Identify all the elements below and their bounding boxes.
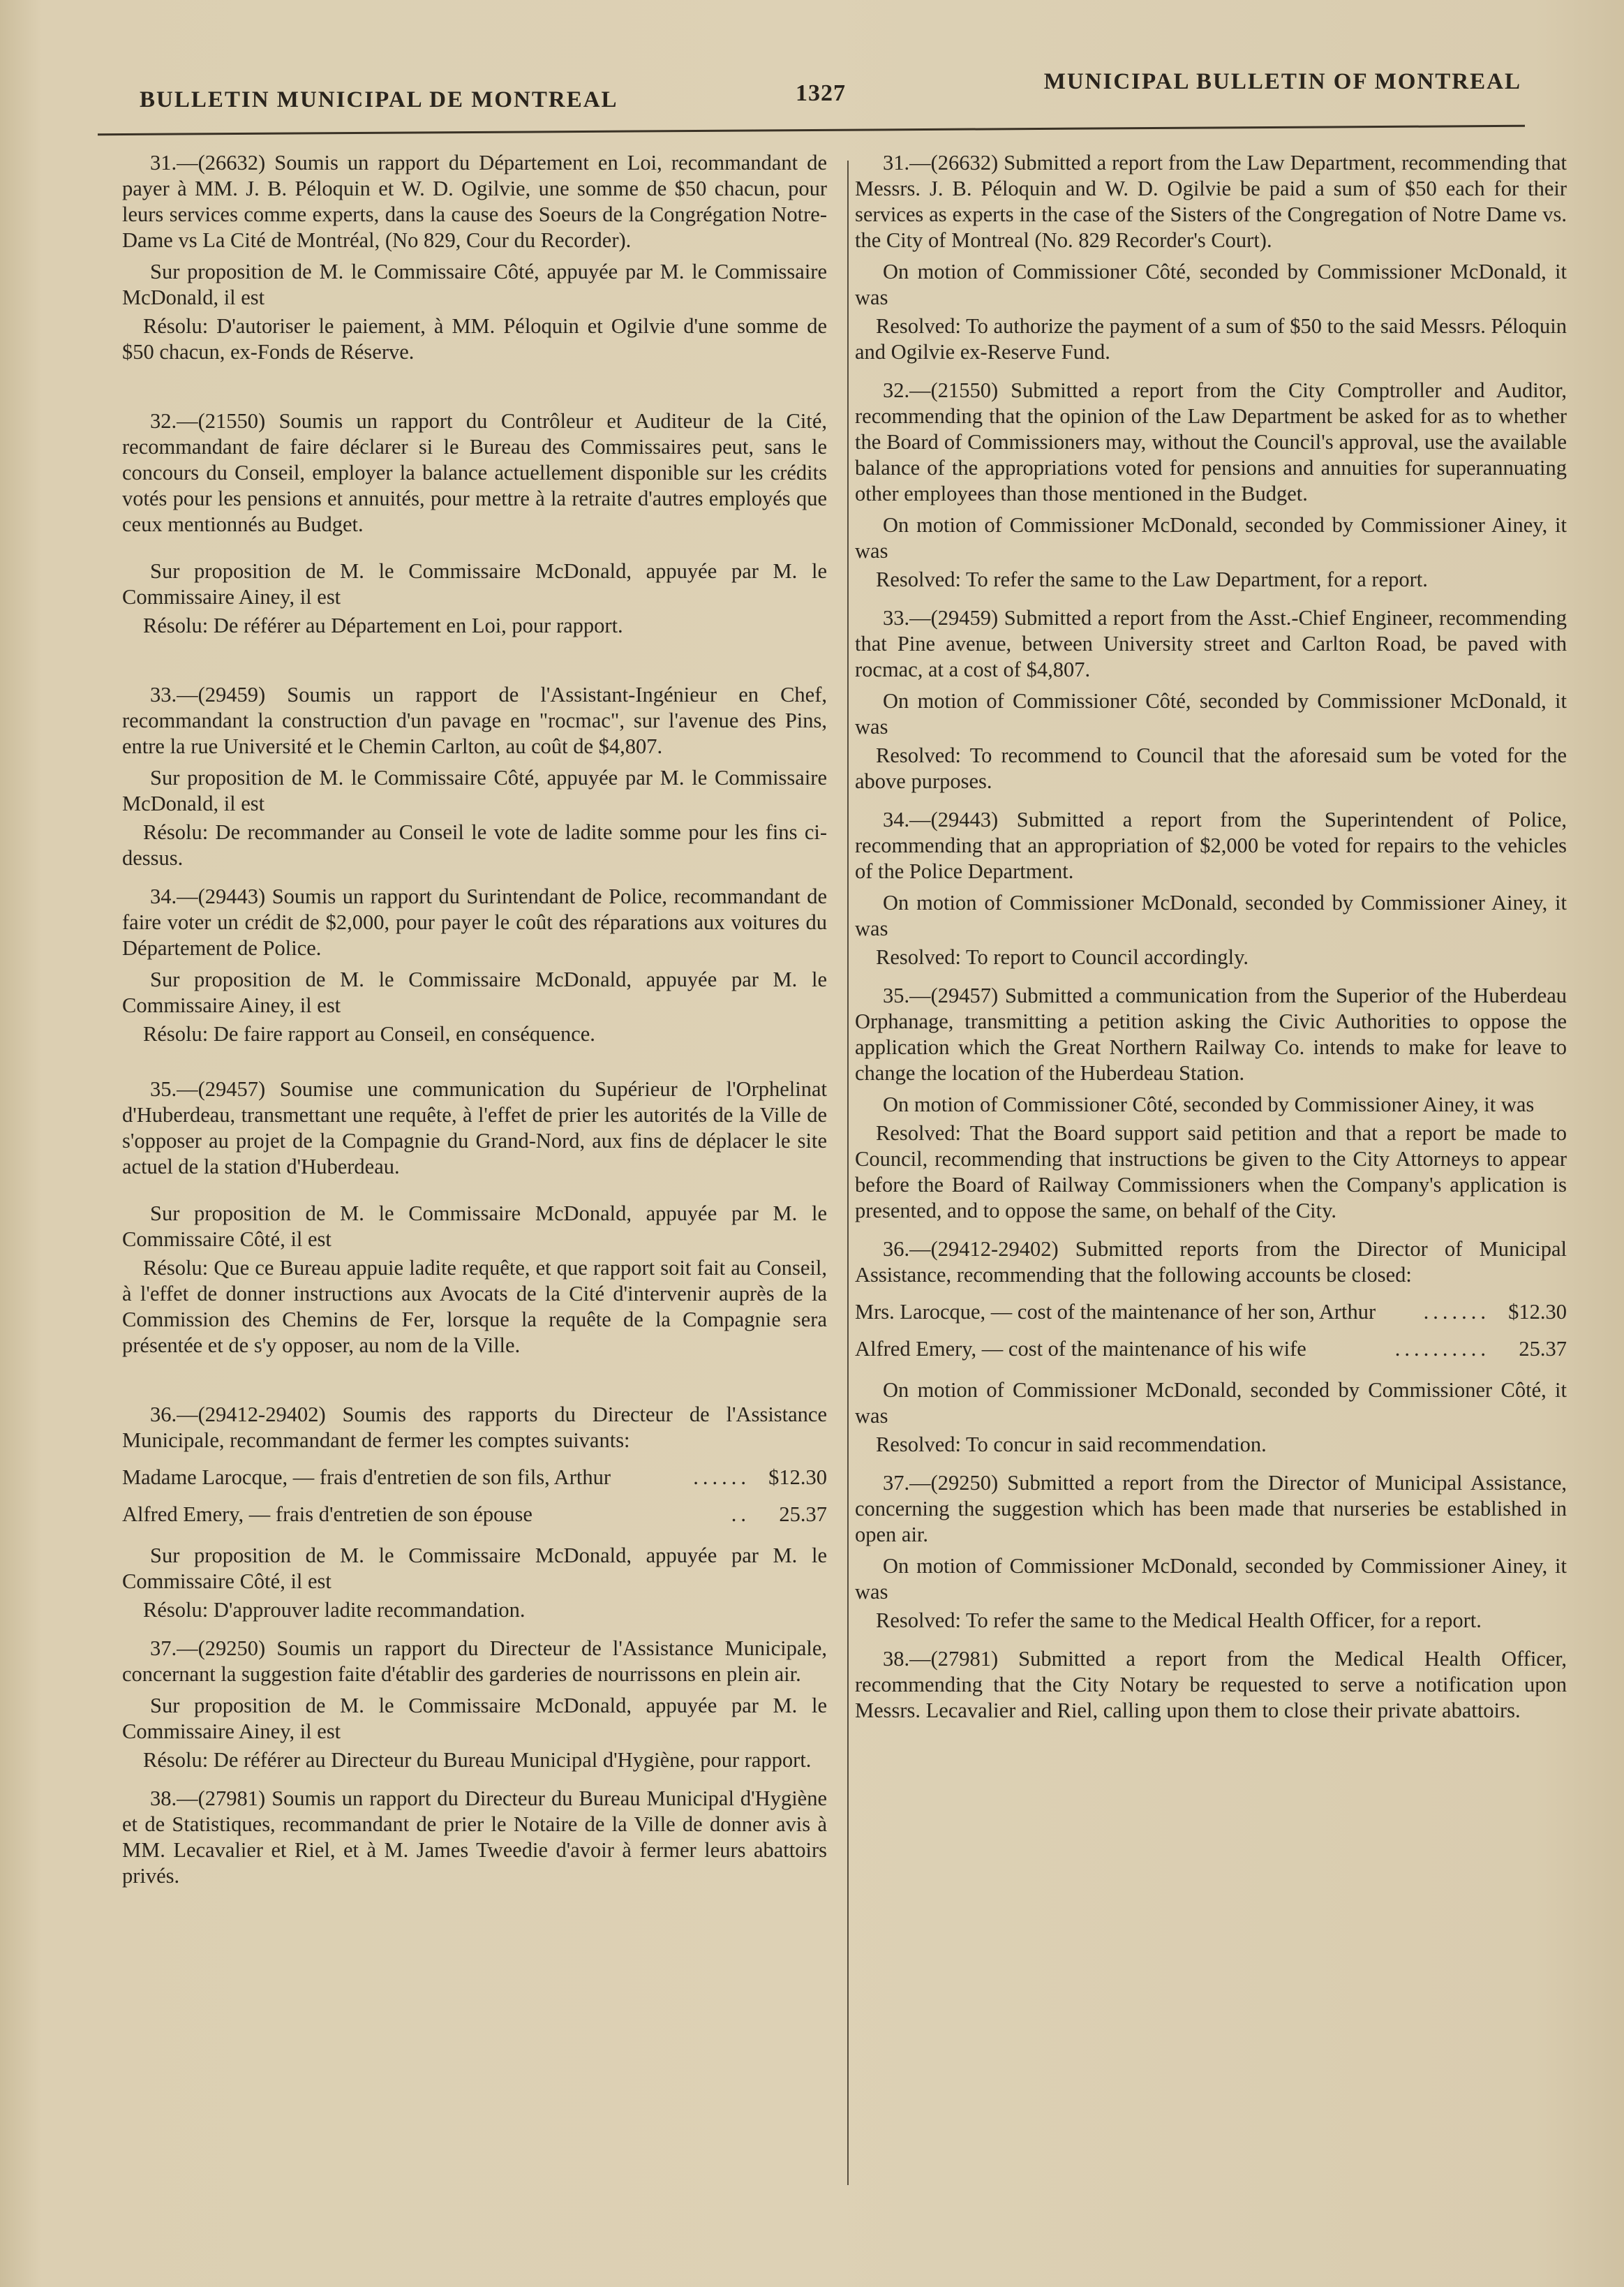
- en-entry-38: [855, 1646, 1567, 1724]
- en-entry-body: 34.—(29443) Submitted a report from the Superintendent of Police, recommending that an appropriation of $2,000 be voted for repairs to the vehicles of the Police Department.: [855, 808, 1567, 883]
- fr-entry-motion: Sur proposition de M. le Commissaire Côté, appuyée par M. le Commissaire McDonald, il est: [122, 766, 827, 815]
- fr-entry-34: [122, 884, 827, 1047]
- en-entry-motion: On motion of Commissioner McDonald, seconded by Commissioner Côté, it was: [855, 1378, 1567, 1428]
- en-entry-body: 37.—(29250) Submitted a report from the Director of Municipal Assistance, concerning the suggestion which has been made that nurseries be established in open air.: [855, 1471, 1567, 1546]
- fr-entry-35: [122, 1076, 827, 1359]
- fr-entry-resolved: Résolu: De faire rapport au Conseil, en conséquence.: [143, 1022, 595, 1046]
- column-divider: [847, 161, 849, 2185]
- fr-entry-32: [122, 408, 827, 639]
- fr-entry-body: 37.—(29250) Soumis un rapport du Directeur de l'Assistance Municipale, concernant la suggestion faite d'établir des garderies de nourrissons en plein air.: [122, 1636, 827, 1686]
- fr-entry-resolved: Résolu: De référer au Département en Loi, pour rapport.: [143, 614, 623, 637]
- fr-entry-body: 35.—(29457) Soumise une communication du Supérieur de l'Orphelinat d'Huberdeau, transmettant une requête, à l'effet de prier les autorités de la Ville de s'opposer au projet de la Compagnie du Grand-Nord, aux fins de déplacer le site actuel de la station d'Huberdeau.: [122, 1077, 827, 1178]
- en-entry-body: 33.—(29459) Submitted a report from the Asst.-Chief Engineer, recommending that Pine avenue, between University street and Carlton Road, be paved with rocmac, at a cost of $4,807.: [855, 606, 1567, 681]
- fr-entry-38: [122, 1786, 827, 1889]
- fr-entry-33: [122, 682, 827, 871]
- header-rule: [98, 125, 1525, 135]
- fr-entry-36: [122, 1402, 827, 1623]
- fr-entry-resolved: Résolu: Que ce Bureau appuie ladite requête, et que rapport soit fait au Conseil, à l'effet de donner instructions aux Avocats de la Cité d'intervenir auprès de la Commission des Chemins de Fer, lorsque la requête de la Compagnie sera présentée et de s'y opposer, au nom de la Ville.: [122, 1256, 827, 1357]
- fr-account-amount: 25.37: [779, 1502, 827, 1526]
- fr-entry-motion: Sur proposition de M. le Commissaire McDonald, appuyée par M. le Commissaire Ainey, il est: [122, 559, 827, 609]
- fr-account-row: [122, 1465, 827, 1490]
- en-entry-resolved: Resolved: To report to Council accordingly.: [876, 945, 1249, 969]
- fr-entry-body: 33.—(29459) Soumis un rapport de l'Assistant-Ingénieur en Chef, recommandant la construction d'un pavage en "rocmac", sur l'avenue des Pins, entre la rue Université et le Chemin Carlton, au coût de $4,807.: [122, 683, 827, 758]
- en-entry-resolved: Resolved: To refer the same to the Law Department, for a report.: [876, 568, 1428, 591]
- page-number: 1327: [796, 80, 846, 106]
- fr-entry-motion: Sur proposition de M. le Commissaire McDonald, appuyée par M. le Commissaire Ainey, il est: [122, 1694, 827, 1743]
- en-entry-33: [855, 605, 1567, 794]
- en-entry-35: [855, 983, 1567, 1224]
- en-entry-motion: On motion of Commissioner McDonald, seconded by Commissioner Ainey, it was: [855, 891, 1567, 940]
- en-entry-32: [855, 378, 1567, 593]
- fr-entry-31: [122, 150, 827, 365]
- header-title-english: MUNICIPAL BULLETIN OF MONTREAL: [1043, 69, 1521, 94]
- fr-entry-motion: Sur proposition de M. le Commissaire Côté, appuyée par M. le Commissaire McDonald, il est: [122, 260, 827, 309]
- en-entry-body: 32.—(21550) Submitted a report from the City Comptroller and Auditor, recommending that the opinion of the Law Department be asked for as to whether the Board of Commissioners may, without the Council's approval, use the available balance of the appropriations voted for pensions and annuities for superannuating other employees than those mentioned in the Budget.: [855, 378, 1567, 505]
- leader-dots: ..........: [1394, 1337, 1490, 1361]
- fr-entry-resolved: Résolu: D'approuver ladite recommandation.: [143, 1598, 526, 1622]
- fr-entry-body: 38.—(27981) Soumis un rapport du Directeur du Bureau Municipal d'Hygiène et de Statistiques, recommandant de prier le Notaire de la Ville de donner avis à MM. Lecavalier et Riel, et à M. James Tweedie d'avoir à fermer leurs abattoirs privés.: [122, 1786, 827, 1888]
- fr-account-amount: $12.30: [768, 1465, 827, 1489]
- fr-entry-motion: Sur proposition de M. le Commissaire McDonald, appuyée par M. le Commissaire Côté, il est: [122, 1201, 827, 1251]
- leader-dots: .......: [1423, 1300, 1490, 1324]
- en-entry-body: 35.—(29457) Submitted a communication from the Superior of the Huberdeau Orphanage, transmitting a petition asking the Civic Authorities to oppose the application which the Great Northern Railway Co. intends to make for leave to change the location of the Huberdeau Station.: [855, 984, 1567, 1085]
- english-column: [855, 150, 1567, 1736]
- en-entry-37: [855, 1470, 1567, 1634]
- en-entry-motion: On motion of Commissioner McDonald, seconded by Commissioner Ainey, it was: [855, 1554, 1567, 1604]
- en-entry-motion: On motion of Commissioner Côté, seconded by Commissioner McDonald, it was: [855, 689, 1567, 739]
- en-entry-body: 36.—(29412-29402) Submitted reports from the Director of Municipal Assistance, recommending that the following accounts be closed:: [855, 1237, 1567, 1287]
- fr-entry-resolved: Résolu: D'autoriser le paiement, à MM. Péloquin et Ogilvie d'une somme de $50 chacun, ex-Fonds de Réserve.: [122, 314, 827, 364]
- fr-entry-body: 31.—(26632) Soumis un rapport du Département en Loi, recommandant de payer à MM. J. B. Péloquin et W. D. Ogilvie, une somme de $50 chacun, pour leurs services comme experts, dans la cause des Soeurs de la Congrégation Notre-Dame vs La Cité de Montréal, (No 829, Cour du Recorder).: [122, 151, 827, 252]
- en-entry-body: 31.—(26632) Submitted a report from the Law Department, recommending that Messrs. J. B. Péloquin and W. D. Ogilvie be paid a sum of $50 each for their services as experts in the case of the Sisters of the Congregation of Notre Dame vs. the City of Montreal (No. 829 Recorder's Court).: [855, 151, 1567, 252]
- page-header: [133, 66, 1521, 122]
- en-entry-36: [855, 1236, 1567, 1458]
- en-entry-motion: On motion of Commissioner Côté, seconded by Commissioner Ainey, it was: [883, 1093, 1535, 1116]
- en-entry-motion: On motion of Commissioner McDonald, seconded by Commissioner Ainey, it was: [855, 513, 1567, 563]
- en-account-text: Alfred Emery, — cost of the maintenance of his wife: [855, 1337, 1306, 1361]
- fr-account-row: [122, 1502, 827, 1527]
- en-entry-31: [855, 150, 1567, 365]
- fr-entry-body: 36.—(29412-29402) Soumis des rapports du Directeur de l'Assistance Municipale, recommandant de fermer les comptes suivants:: [122, 1402, 827, 1452]
- fr-entry-body: 32.—(21550) Soumis un rapport du Contrôleur et Auditeur de la Cité, recommandant de faire déclarer si le Bureau des Commissaires peut, sans le concours du Conseil, employer la balance actuellement disponible sur les crédits votés pour les pensions et annuités, pour mettre à la retraite d'autres employés que ceux mentionnés au Budget.: [122, 409, 827, 536]
- en-account-amount: $12.30: [1508, 1300, 1567, 1324]
- en-entry-resolved: Resolved: To refer the same to the Medical Health Officer, for a report.: [876, 1608, 1482, 1632]
- en-account-row: [855, 1299, 1567, 1325]
- header-title-french: BULLETIN MUNICIPAL DE MONTREAL: [140, 87, 618, 112]
- leader-dots: ..: [731, 1502, 750, 1526]
- fr-account-text: Madame Larocque, — frais d'entretien de son fils, Arthur: [122, 1465, 611, 1489]
- en-entry-resolved: Resolved: That the Board support said petition and that a report be made to Council, recommending that instructions be given to the City Attorneys to appear before the Board of Railway Commissioners when the Company's application is presented, and to oppose the same, on behalf of the City.: [855, 1121, 1567, 1222]
- fr-entry-resolved: Résolu: De référer au Directeur du Bureau Municipal d'Hygiène, pour rapport.: [143, 1748, 812, 1772]
- fr-entry-37: [122, 1636, 827, 1773]
- en-entry-resolved: Resolved: To authorize the payment of a sum of $50 to the said Messrs. Péloquin and Ogilvie ex-Reserve Fund.: [855, 314, 1567, 364]
- leader-dots: ......: [693, 1465, 750, 1489]
- fr-account-text: Alfred Emery, — frais d'entretien de son épouse: [122, 1502, 532, 1526]
- en-entry-resolved: Resolved: To recommend to Council that the aforesaid sum be voted for the above purposes.: [855, 743, 1567, 793]
- french-column: [122, 150, 827, 1902]
- fr-entry-motion: Sur proposition de M. le Commissaire McDonald, appuyée par M. le Commissaire Côté, il est: [122, 1544, 827, 1593]
- en-account-row: [855, 1336, 1567, 1362]
- fr-entry-body: 34.—(29443) Soumis un rapport du Surintendant de Police, recommandant de faire voter un crédit de $2,000, pour payer le coût des réparations aux voitures du Département de Police.: [122, 885, 827, 960]
- en-entry-34: [855, 807, 1567, 970]
- fr-entry-resolved: Résolu: De recommander au Conseil le vote de ladite somme pour les fins ci-dessus.: [122, 820, 827, 870]
- fr-entry-motion: Sur proposition de M. le Commissaire McDonald, appuyée par M. le Commissaire Ainey, il est: [122, 968, 827, 1017]
- en-entry-motion: On motion of Commissioner Côté, seconded by Commissioner McDonald, it was: [855, 260, 1567, 309]
- en-entry-body: 38.—(27981) Submitted a report from the Medical Health Officer, recommending that the City Notary be requested to serve a notification upon Messrs. Lecavalier and Riel, calling upon them to close their private abattoirs.: [855, 1647, 1567, 1722]
- en-entry-resolved: Resolved: To concur in said recommendation.: [876, 1433, 1267, 1456]
- en-account-amount: 25.37: [1519, 1337, 1567, 1361]
- en-account-text: Mrs. Larocque, — cost of the maintenance of her son, Arthur: [855, 1300, 1376, 1324]
